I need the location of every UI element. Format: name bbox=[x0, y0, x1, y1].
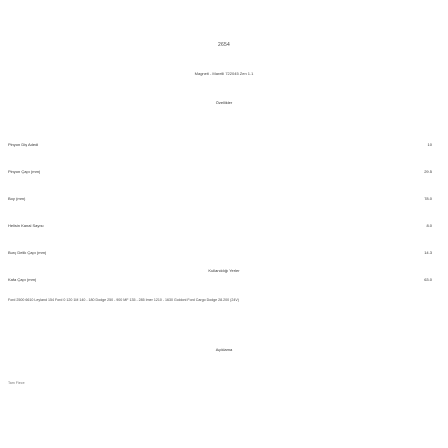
spec-label: Pinyon Diş Adedi bbox=[8, 142, 39, 147]
spec-label: Burç Delik Çapı (mm) bbox=[8, 250, 47, 255]
spec-row bbox=[8, 169, 432, 177]
spec-value: 78.0 bbox=[424, 196, 432, 201]
spec-label: Helisin Kanal Sayısı bbox=[8, 223, 44, 228]
spec-value: 8.0 bbox=[426, 223, 432, 228]
description-heading: Açıklama bbox=[215, 347, 233, 352]
spec-value: 10 bbox=[427, 142, 432, 147]
spec-value: 29.5 bbox=[424, 169, 432, 174]
spec-label: Kafa Çapı (mm) bbox=[8, 277, 37, 282]
spec-row bbox=[8, 223, 432, 231]
oem-reference: Magneti - Marelli 722045 Zen 1.1 bbox=[194, 71, 254, 76]
compat-heading: Kullanıldığı Yerler bbox=[208, 268, 240, 273]
spec-value: 63.0 bbox=[424, 277, 432, 282]
spec-label: Boy (mm) bbox=[8, 196, 26, 201]
spec-row bbox=[8, 196, 432, 204]
product-code: 2654 bbox=[218, 42, 230, 48]
specs-heading: Özellikler bbox=[215, 100, 233, 105]
compat-list: Ford 2500 6610 Leyland 154 Ford 0 120 1M 140 - 180 Dodge 250 - 900 MF 135 - 285 Imer 1210 - 1630 Goldoni Ford Cargo Dodge 28.200 (24V) bbox=[8, 298, 239, 302]
spec-row bbox=[8, 250, 432, 258]
spec-row bbox=[8, 277, 432, 285]
tags-label: Tam Fiece bbox=[8, 381, 25, 385]
spec-label: Pinyon Çapı (mm) bbox=[8, 169, 41, 174]
spec-value: 14.3 bbox=[424, 250, 432, 255]
spec-row bbox=[8, 142, 432, 150]
